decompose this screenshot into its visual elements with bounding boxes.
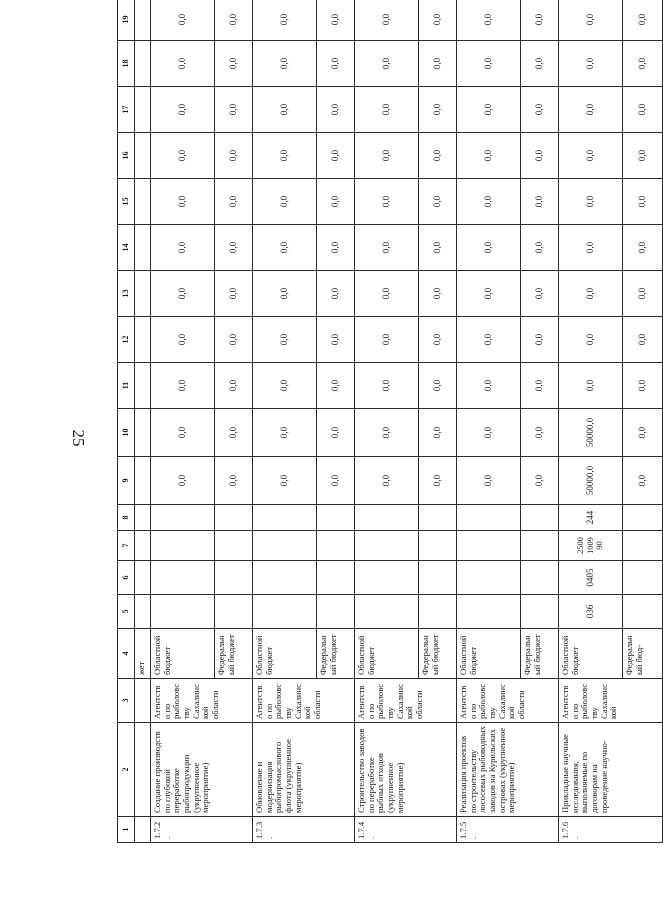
amount-cell: [135, 363, 151, 409]
budget-code: 036: [559, 595, 623, 629]
budget-code: [135, 595, 151, 629]
amount-cell: 0,0: [215, 41, 253, 87]
budget-table: [117, 0, 663, 843]
amount-cell: 0,0: [521, 179, 559, 225]
column-number: 5: [118, 595, 135, 629]
budget-code: [457, 595, 521, 629]
budget-code: [215, 531, 253, 561]
budget-code: [457, 505, 521, 531]
budget-code: [623, 531, 663, 561]
amount-cell: 0,0: [253, 41, 317, 87]
amount-cell: [135, 0, 151, 41]
row-id: 1.7.4.: [355, 817, 457, 843]
column-number: 8: [118, 505, 135, 531]
column-number: 12: [118, 317, 135, 363]
budget-code: [623, 595, 663, 629]
amount-cell: 0,0: [151, 41, 215, 87]
activity-name: Создание производств по глубокой переработке рыбопродукции (укрупненное мероприятие): [151, 723, 253, 817]
amount-cell: [135, 87, 151, 133]
amount-cell: [135, 317, 151, 363]
amount-cell: 0,0: [317, 133, 355, 179]
amount-cell: 0,0: [457, 225, 521, 271]
budget-code: [151, 561, 215, 595]
amount-cell: 0,0: [151, 0, 215, 41]
amount-cell: 0,0: [253, 133, 317, 179]
column-number: 13: [118, 271, 135, 317]
amount-cell: 0,0: [559, 317, 623, 363]
amount-cell: 0,0: [419, 317, 457, 363]
amount-cell: 0,0: [457, 0, 521, 41]
budget-code: [355, 595, 419, 629]
amount-cell: 0,0: [317, 457, 355, 505]
amount-cell: 0,0: [215, 0, 253, 41]
table-row: [135, 0, 151, 843]
responsible-agency: Агентство по рыболовству Сахалинской: [559, 679, 663, 723]
funding-source: Федеральный бюд-: [623, 629, 663, 679]
responsible-agency: Агентство по рыболовству Сахалинской области: [151, 679, 253, 723]
amount-cell: 0,0: [457, 363, 521, 409]
amount-cell: 0,0: [355, 225, 419, 271]
budget-code: [253, 505, 317, 531]
budget-code: [623, 505, 663, 531]
amount-cell: 0,0: [559, 0, 623, 41]
amount-cell: 0,0: [253, 87, 317, 133]
amount-cell: [135, 457, 151, 505]
budget-code: [253, 531, 317, 561]
amount-cell: 0,0: [355, 317, 419, 363]
amount-cell: 0,0: [419, 363, 457, 409]
funding-source: Областной бюджет: [253, 629, 317, 679]
table-row: [457, 0, 521, 843]
amount-cell: 0,0: [215, 271, 253, 317]
budget-code: [215, 505, 253, 531]
amount-cell: 0,0: [253, 409, 317, 457]
amount-cell: 0,0: [151, 271, 215, 317]
budget-code: 244: [559, 505, 623, 531]
amount-cell: 0,0: [215, 133, 253, 179]
amount-cell: 0,0: [419, 41, 457, 87]
budget-code: [457, 561, 521, 595]
amount-cell: 0,0: [317, 225, 355, 271]
amount-cell: 0,0: [419, 0, 457, 41]
responsible-agency: Агентство по рыболовству Сахалинской области: [457, 679, 559, 723]
budget-code: [355, 561, 419, 595]
column-number: 3: [118, 679, 135, 723]
amount-cell: 0,0: [317, 87, 355, 133]
amount-cell: 0,0: [419, 225, 457, 271]
amount-cell: [135, 271, 151, 317]
amount-cell: 0,0: [215, 317, 253, 363]
row-id: 1.7.2.: [151, 817, 253, 843]
budget-code: [317, 595, 355, 629]
amount-cell: 0,0: [521, 271, 559, 317]
amount-cell: 0,0: [419, 87, 457, 133]
budget-code: [135, 531, 151, 561]
activity-name: Строительство заводов по переработке рыбных отходов (укрупненное мероприятие): [355, 723, 457, 817]
column-number: 9: [118, 457, 135, 505]
budget-code: [521, 531, 559, 561]
amount-cell: 0,0: [559, 133, 623, 179]
amount-cell: 0,0: [623, 0, 663, 41]
amount-cell: 0,0: [559, 225, 623, 271]
budget-code: [317, 531, 355, 561]
column-number: 19: [118, 0, 135, 41]
amount-cell: 50000,0: [559, 457, 623, 505]
amount-cell: 0,0: [151, 87, 215, 133]
funding-source: Областной бюджет: [457, 629, 521, 679]
amount-cell: 50000,0: [559, 409, 623, 457]
budget-code: [521, 505, 559, 531]
amount-cell: 0,0: [521, 409, 559, 457]
funding-source: жет: [135, 629, 151, 679]
amount-cell: 0,0: [457, 457, 521, 505]
amount-cell: 0,0: [215, 225, 253, 271]
amount-cell: 0,0: [151, 225, 215, 271]
amount-cell: 0,0: [253, 271, 317, 317]
amount-cell: 0,0: [253, 317, 317, 363]
column-number: 6: [118, 561, 135, 595]
amount-cell: 0,0: [559, 363, 623, 409]
budget-code: [419, 595, 457, 629]
amount-cell: 0,0: [215, 87, 253, 133]
budget-code: [623, 561, 663, 595]
activity-name: Реализация проектов по строительству лососевых рыбоводных заводов на Курильских островах (укрупненное мероприятие): [457, 723, 559, 817]
amount-cell: 0,0: [623, 363, 663, 409]
row-id: [135, 817, 151, 843]
row-id: 1.7.5.: [457, 817, 559, 843]
amount-cell: 0,0: [521, 225, 559, 271]
amount-cell: 0,0: [253, 363, 317, 409]
budget-code: [355, 531, 419, 561]
amount-cell: 0,0: [419, 409, 457, 457]
amount-cell: 0,0: [457, 87, 521, 133]
amount-cell: 0,0: [215, 457, 253, 505]
table-row: [559, 0, 623, 843]
amount-cell: 0,0: [521, 87, 559, 133]
amount-cell: 0,0: [151, 363, 215, 409]
amount-cell: 0,0: [355, 271, 419, 317]
amount-cell: 0,0: [521, 457, 559, 505]
amount-cell: 0,0: [623, 409, 663, 457]
amount-cell: 0,0: [623, 457, 663, 505]
amount-cell: 0,0: [623, 225, 663, 271]
activity-name: [135, 723, 151, 817]
amount-cell: 0,0: [559, 41, 623, 87]
column-number: 18: [118, 41, 135, 87]
budget-code: [135, 561, 151, 595]
funding-source: Областной бюджет: [559, 629, 623, 679]
budget-code: [355, 505, 419, 531]
budget-code: [151, 505, 215, 531]
budget-code: [215, 561, 253, 595]
amount-cell: 0,0: [419, 133, 457, 179]
budget-code: [419, 505, 457, 531]
amount-cell: 0,0: [521, 317, 559, 363]
amount-cell: 0,0: [215, 363, 253, 409]
funding-source: Областной бюджет: [355, 629, 419, 679]
budget-code: 2500 1009 90: [559, 531, 623, 561]
amount-cell: 0,0: [151, 457, 215, 505]
column-number: 4: [118, 629, 135, 679]
amount-cell: 0,0: [457, 271, 521, 317]
budget-code: [317, 561, 355, 595]
table-row: [253, 0, 317, 843]
amount-cell: 0,0: [419, 457, 457, 505]
amount-cell: [135, 225, 151, 271]
amount-cell: 0,0: [317, 271, 355, 317]
column-number: 7: [118, 531, 135, 561]
column-number: 1: [118, 817, 135, 843]
budget-code: [419, 561, 457, 595]
activity-name: Обновление и модернизация рыбопромыслового флота (укрупненное мероприятие): [253, 723, 355, 817]
responsible-agency: Агентство по рыболовству Сахалинской области: [355, 679, 457, 723]
amount-cell: 0,0: [521, 0, 559, 41]
amount-cell: [135, 133, 151, 179]
table-row: [151, 0, 215, 843]
amount-cell: 0,0: [151, 317, 215, 363]
responsible-agency: [135, 679, 151, 723]
amount-cell: 0,0: [521, 41, 559, 87]
activity-name: Прикладные научные исследования, выполняемые по договорам на проведение научно-: [559, 723, 663, 817]
amount-cell: 0,0: [317, 317, 355, 363]
amount-cell: 0,0: [355, 363, 419, 409]
funding-source: Областной бюджет: [151, 629, 215, 679]
column-number: 2: [118, 723, 135, 817]
amount-cell: 0,0: [317, 363, 355, 409]
budget-code: [253, 561, 317, 595]
amount-cell: 0,0: [559, 179, 623, 225]
budget-code: [215, 595, 253, 629]
amount-cell: 0,0: [457, 41, 521, 87]
amount-cell: 0,0: [151, 409, 215, 457]
row-id: 1.7.6.: [559, 817, 663, 843]
column-number: 11: [118, 363, 135, 409]
amount-cell: 0,0: [623, 271, 663, 317]
amount-cell: 0,0: [623, 317, 663, 363]
amount-cell: 0,0: [559, 271, 623, 317]
amount-cell: 0,0: [355, 179, 419, 225]
amount-cell: 0,0: [623, 133, 663, 179]
budget-code: [135, 505, 151, 531]
amount-cell: [135, 41, 151, 87]
amount-cell: 0,0: [623, 179, 663, 225]
amount-cell: 0,0: [419, 271, 457, 317]
amount-cell: 0,0: [457, 133, 521, 179]
amount-cell: 0,0: [419, 179, 457, 225]
amount-cell: 0,0: [215, 409, 253, 457]
amount-cell: 0,0: [559, 87, 623, 133]
table-row: [355, 0, 419, 843]
amount-cell: 0,0: [521, 133, 559, 179]
column-number: 17: [118, 87, 135, 133]
responsible-agency: Агентство по рыболовству Сахалинской области: [253, 679, 355, 723]
amount-cell: 0,0: [355, 133, 419, 179]
amount-cell: 0,0: [151, 179, 215, 225]
amount-cell: 0,0: [317, 179, 355, 225]
amount-cell: 0,0: [317, 0, 355, 41]
funding-source: Федеральный бюджет: [419, 629, 457, 679]
amount-cell: 0,0: [623, 87, 663, 133]
budget-code: [151, 531, 215, 561]
budget-code: [151, 595, 215, 629]
amount-cell: 0,0: [253, 225, 317, 271]
amount-cell: 0,0: [355, 457, 419, 505]
column-numbers-row: [118, 0, 135, 843]
amount-cell: 0,0: [457, 317, 521, 363]
funding-source: Федеральный бюджет: [215, 629, 253, 679]
budget-code: [317, 505, 355, 531]
amount-cell: 0,0: [355, 87, 419, 133]
amount-cell: 0,0: [355, 41, 419, 87]
budget-code: 0405: [559, 561, 623, 595]
amount-cell: 0,0: [253, 179, 317, 225]
amount-cell: 0,0: [215, 179, 253, 225]
budget-code: [521, 595, 559, 629]
amount-cell: [135, 409, 151, 457]
column-number: 14: [118, 225, 135, 271]
funding-source: Федеральный бюджет: [317, 629, 355, 679]
budget-code: [419, 531, 457, 561]
amount-cell: 0,0: [317, 409, 355, 457]
budget-code: [457, 531, 521, 561]
amount-cell: 0,0: [355, 409, 419, 457]
amount-cell: 0,0: [151, 133, 215, 179]
amount-cell: [135, 179, 151, 225]
column-number: 15: [118, 179, 135, 225]
budget-code: [253, 595, 317, 629]
amount-cell: 0,0: [317, 41, 355, 87]
amount-cell: 0,0: [457, 409, 521, 457]
column-number: 10: [118, 409, 135, 457]
amount-cell: 0,0: [457, 179, 521, 225]
page-number: 25: [69, 429, 88, 447]
column-number: 16: [118, 133, 135, 179]
amount-cell: 0,0: [521, 363, 559, 409]
funding-source: Федеральный бюджет: [521, 629, 559, 679]
amount-cell: 0,0: [623, 41, 663, 87]
amount-cell: 0,0: [253, 0, 317, 41]
row-id: 1.7.3.: [253, 817, 355, 843]
amount-cell: 0,0: [253, 457, 317, 505]
budget-code: [521, 561, 559, 595]
amount-cell: 0,0: [355, 0, 419, 41]
